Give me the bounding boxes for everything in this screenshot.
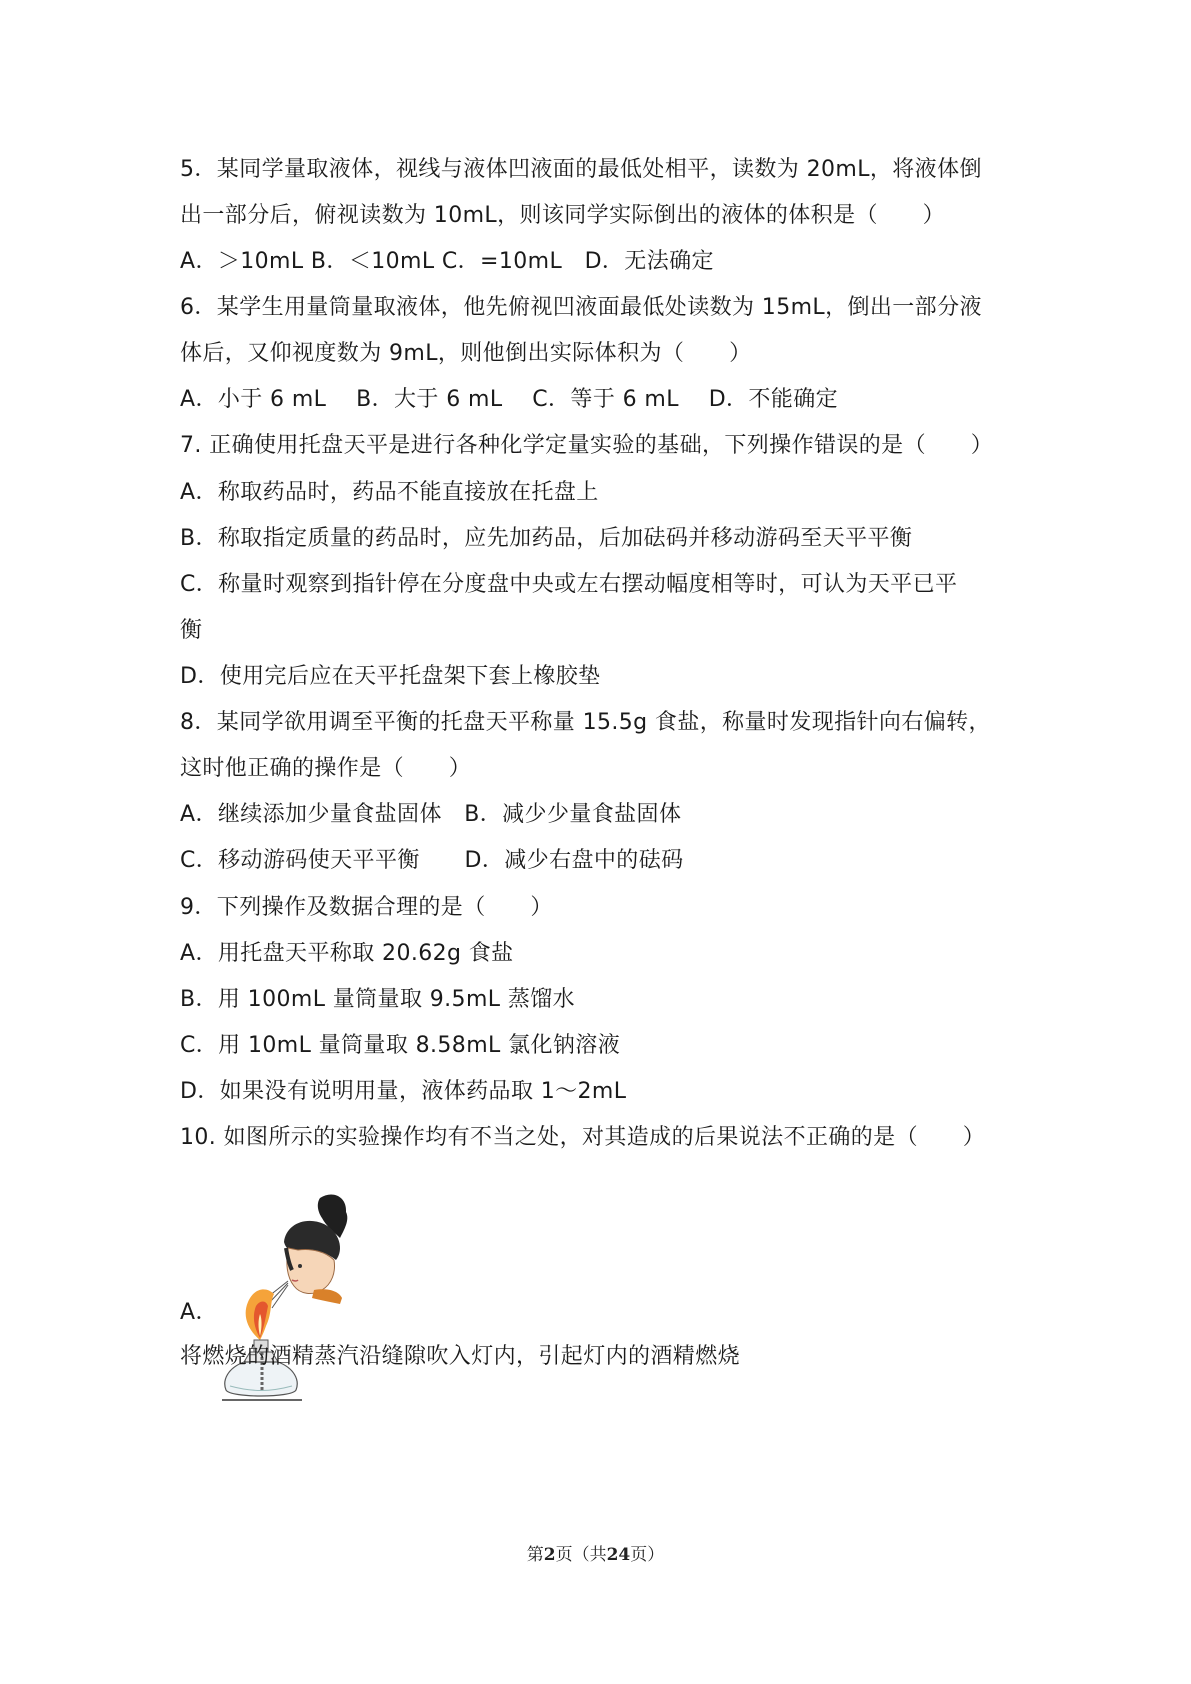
page-footer: [0, 1543, 1191, 1567]
q5-stem-line1: 5．某同学量取液体，视线与液体凹液面的最低处相平，读数为 20mL，将液体倒: [180, 157, 982, 182]
footer-page-number: 2: [543, 1545, 556, 1565]
q10-option-a-text: 将燃烧的酒精蒸汽沿缝隙吹入灯内，引起灯内的酒精燃烧: [180, 1344, 741, 1369]
q10-option-a-label: A．: [180, 1300, 218, 1325]
q7-stem: 7. 正确使用托盘天平是进行各种化学定量实验的基础，下列操作错误的是（ ）: [180, 433, 994, 458]
q9-option-c: C．用 10mL 量筒量取 8.58mL 氯化钠溶液: [180, 1033, 621, 1058]
q6-options: A．小于 6 mL B．大于 6 mL C．等于 6 mL D．不能确定: [180, 387, 839, 412]
footer-prefix: 第: [526, 1545, 544, 1565]
q9-option-d: D．如果没有说明用量，液体药品取 1～2mL: [180, 1079, 627, 1104]
q6-stem-line2: 体后，又仰视度数为 9mL，则他倒出实际体积为（ ）: [180, 341, 752, 366]
q7-option-b: B．称取指定质量的药品时，应先加药品，后加砝码并移动游码至天平平衡: [180, 526, 913, 551]
q6-stem-line1: 6．某学生用量筒量取液体，他先俯视凹液面最低处读数为 15mL，倒出一部分液: [180, 295, 982, 320]
flame-icon: [246, 1289, 274, 1340]
footer-suffix: 页）: [630, 1545, 665, 1565]
q8-stem-line1: 8．某同学欲用调至平衡的托盘天平称量 15.5g 食盐，称量时发现指针向右偏转，: [180, 710, 991, 735]
footer-total-pages: 24: [606, 1545, 631, 1565]
q7-option-c-line2: 衡: [180, 618, 203, 643]
q8-options-ab: A．继续添加少量食盐固体 B．减少少量食盐固体: [180, 802, 682, 827]
footer-middle: 页（共: [555, 1545, 607, 1565]
alcohol-lamp-illustration: [222, 1190, 372, 1410]
q7-option-a: A．称取药品时，药品不能直接放在托盘上: [180, 480, 599, 505]
q5-stem-line2: 出一部分后，俯视读数为 10mL，则该同学实际倒出的液体的体积是（ ）: [180, 203, 946, 228]
q5-options: A．＞10mL B．＜10mL C．=10mL D．无法确定: [180, 249, 714, 274]
q9-option-a: A．用托盘天平称取 20.62g 食盐: [180, 941, 514, 966]
q8-stem-line2: 这时他正确的操作是（ ）: [180, 756, 472, 781]
q7-option-d: D．使用完后应在天平托盘架下套上橡胶垫: [180, 664, 601, 689]
q10-stem: 10. 如图所示的实验操作均有不当之处，对其造成的后果说法不正确的是（ ）: [180, 1125, 986, 1150]
q8-options-cd: C．移动游码使天平平衡 D．减少右盘中的砝码: [180, 848, 684, 873]
q9-option-b: B．用 100mL 量筒量取 9.5mL 蒸馏水: [180, 987, 576, 1012]
q9-stem: 9．下列操作及数据合理的是（ ）: [180, 895, 553, 920]
q7-option-c-line1: C．称量时观察到指针停在分度盘中央或左右摆动幅度相等时，可认为天平已平: [180, 572, 958, 597]
